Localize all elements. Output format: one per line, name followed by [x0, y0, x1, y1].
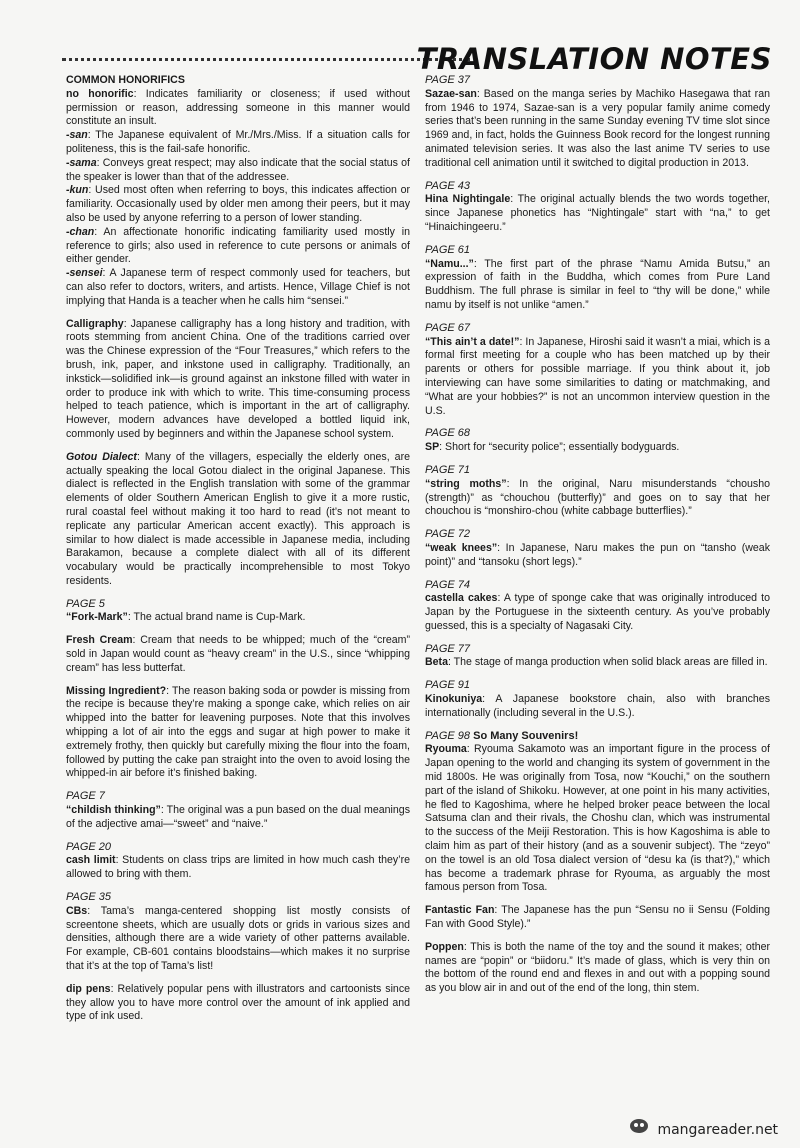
honorific-text: : Indicates familiarity or closeness; if used without permission or reason, addressing someone in this manner would constitute an insult.: [66, 87, 410, 128]
honorific-item: [66, 88, 410, 129]
note-term: Hina Nightingale: [425, 193, 511, 206]
note-body: [66, 685, 410, 782]
note-block: [425, 322, 770, 419]
honorific-term: -sama: [66, 156, 97, 169]
note-text: : This is both the name of the toy and the sound it makes; other names are “popin” or “biidoru.” It’s made of glass, which is very thin on the bottom of the round end and flexes in and out with a popping sound as you blow air in and out of the end of the long, thin stem.: [425, 940, 770, 995]
note-body: [425, 88, 770, 171]
note-body: [425, 904, 770, 932]
note-text: : The first part of the phrase “Namu Amida Butsu,” an expression of faith in the Buddha, which comes from Pure Land Buddhism. The full phrase is similar in feel to “thy will be done,” while namu by itself is not unlike “amen.”: [425, 257, 770, 311]
note-body: [425, 336, 770, 419]
page-title: TRANSLATION NOTES: [416, 42, 772, 76]
note-term: castella cakes: [425, 592, 498, 605]
left-column: [66, 74, 410, 1033]
honorific-text: : A Japanese term of respect commonly used for teachers, but can also refer to doctors, writers, and artists. Hence, Village Chief is not implying that Handa is a teacher when he calls him “sensei.”: [66, 267, 410, 307]
note-text: : In Japanese, Naru makes the pun on “tansho (weak point)” and “tansoku (short legs).”: [425, 541, 770, 568]
note-block: [425, 904, 770, 932]
note-term: Sazae-san: [425, 87, 477, 100]
mascot-icon: [625, 1116, 653, 1138]
note-term: Kinokuniya: [425, 693, 483, 706]
note-term: “childish thinking”: [66, 804, 161, 817]
note-term: SP: [425, 441, 440, 454]
note-term: cash limit: [66, 854, 116, 867]
note-body: [66, 634, 410, 675]
note-text: : Many of the villagers, especially the elderly ones, are actually speaking the local Gotou dialect in the original Japanese. This dialect is reflected in the English translation with some of the grammar elements of older Southern American English to give it a more rustic, rural coastal feel without making it too hard to read (it’s not meant to replicate any particular American accent exactly). This approach is similar to how dialect is made accessible in Japanese media, including Barakamon, because a complete dialect with all of its different vocabulary would be practically incomprehensible to most Tokyo residents.: [66, 450, 410, 587]
note-body: [425, 193, 770, 234]
note-block: [66, 790, 410, 831]
note-term: Fantastic Fan: [425, 904, 495, 917]
page-label: PAGE 74: [425, 578, 471, 591]
page-label: PAGE 7: [66, 790, 105, 803]
note-block: [66, 841, 410, 882]
note-term: “string moths”: [425, 477, 507, 490]
page-label: PAGE 5: [66, 597, 105, 610]
note-text: : The original actually blends the two words together, since Japanese phonetics has “Nightingale” start with “na,” to get “Hinaichingeeru.”: [425, 193, 770, 233]
note-block: [66, 318, 410, 442]
note-body: [425, 478, 770, 519]
note-term: “Fork-Mark”: [66, 611, 128, 624]
page-label: PAGE 35: [66, 891, 112, 904]
note-block: [66, 983, 410, 1024]
honorific-term: -kun: [66, 184, 89, 197]
honorifics-heading: COMMON HONORIFICS: [66, 74, 185, 86]
honorific-item: [66, 226, 410, 267]
note-text: : Short for “security police”; essentially bodyguards.: [439, 441, 680, 454]
note-block: [425, 74, 770, 171]
note-term: Missing Ingredient?: [66, 684, 167, 697]
honorific-item: [66, 184, 410, 225]
note-term: “Namu...”: [425, 257, 474, 270]
note-term: “weak knees”: [425, 541, 498, 554]
note-body: [66, 804, 410, 832]
honorific-item: [66, 157, 410, 185]
page-label: PAGE 67: [425, 321, 471, 334]
note-body: [425, 258, 770, 313]
note-block: [425, 180, 770, 235]
dotted-rule: [62, 58, 470, 61]
note-text: : Japanese calligraphy has a long history and tradition, with roots stemming from ancient China. One of the traditions carried over was the Chinese expression of the “Four Treasures,” which refers to the brush, ink, paper, and inkstone used in calligraphy. Traditionally, an inkstick—solidified ink—is ground against an inkstone filled with water in order to produce ink with which to write. This time-consuming process helped to teach patience, which is important in the art of calligraphy. However, modern advances have developed a bottled liquid ink, commonly used by beginners and within the Japanese school system.: [66, 317, 410, 440]
honorifics-section: [66, 74, 410, 309]
page-label: PAGE 91: [425, 679, 471, 692]
note-body: [66, 611, 410, 625]
note-term: Fresh Cream: [66, 634, 133, 647]
note-text: : The actual brand name is Cup-Mark.: [127, 611, 306, 624]
note-block: [425, 730, 770, 896]
page-label: PAGE 61: [425, 243, 471, 256]
note-body: [425, 441, 770, 455]
page-number: PAGE 98: [425, 729, 471, 742]
honorific-term: no honorific: [66, 87, 134, 100]
honorific-text: : The Japanese equivalent of Mr./Mrs./Miss. If a situation calls for politeness, this is the fail-safe honorific.: [66, 129, 410, 155]
note-body: [66, 451, 410, 589]
note-text: : Students on class trips are limited in how much cash they’re allowed to bring with them.: [66, 854, 410, 881]
note-body: [425, 693, 770, 721]
honorific-term: -san: [66, 129, 88, 142]
note-body: [66, 318, 410, 442]
note-term: Gotou Dialect: [66, 450, 137, 463]
honorific-text: : An affectionate honorific indicating familiarity used mostly in reference to girls; also used in reference to cute persons or animals of either gender.: [66, 225, 410, 266]
note-text: : In the original, Naru misunderstands “chousho (strength)” as “chouchou (butterfly)” and goes on to say that her chouchou is “monshiro-chou (white cabbage butterflies).”: [425, 477, 770, 518]
note-block: [66, 685, 410, 782]
note-text: : The original was a pun based on the dual meanings of the adjective amai—“sweet” and “naive.”: [66, 804, 410, 830]
page-label: [425, 730, 770, 744]
note-text: : Cream that needs to be whipped; much of the “cream” sold in Japan would count as “heavy cream” in the U.S., since “whipping cream” has less butterfat.: [66, 634, 410, 674]
note-block: [425, 679, 770, 720]
honorific-item: [66, 267, 410, 308]
note-body: [425, 592, 770, 633]
honorific-text: : Conveys great respect; may also indicate that the social status of the speaker is lower than that of the addressee.: [66, 156, 410, 183]
honorific-text: : Used most often when referring to boys, this indicates affection or familiarity. Occasionally used by older men among their peers, but it may also be used by anyone referring to a person of lower standing.: [66, 184, 410, 224]
note-body: [425, 542, 770, 570]
note-block: [425, 427, 770, 455]
note-term: dip pens: [66, 982, 111, 995]
note-block: [66, 451, 410, 589]
note-term: Poppen: [425, 940, 464, 953]
note-text: : In Japanese, Hiroshi said it wasn’t a miai, which is a formal first meeting for a couple who has been matched up by their parents or others for possible marriage. If you think about it, job interviewing can have some similarities to dating or matchmaking, and “What are your hobbies?” is not an uncommon interview question in the U.S.: [425, 335, 770, 417]
note-block: [66, 891, 410, 974]
note-body: [425, 656, 770, 670]
note-term: Ryouma: [425, 743, 467, 756]
note-text: : The reason baking soda or powder is missing from the recipe is because they’re making a sponge cake, which relies on air whipped into the batter for leavening purposes. Note that this involves whipping a lot of air into the eggs and sugar at high power to make it extremely frothy, then quickly but carefully mixing the flour into the foam, followed by putting the cake pan straight into the oven to avoid losing the whipped-in air before it’s finished baking.: [66, 684, 410, 780]
note-block: [425, 528, 770, 569]
right-column: [425, 74, 770, 1005]
note-body: [66, 905, 410, 974]
note-body: [425, 941, 770, 996]
note-block: [66, 598, 410, 626]
watermark-text: mangareader.net: [657, 1122, 779, 1138]
note-text: : Based on the manga series by Machiko Hasegawa that ran from 1946 to 1974, Sazae-san is a very popular family anime comedy series that’s been running in the same Sunday evening TV time slot since 1969 and, in fact, holds the Guinness Book record for the longest running animated television series. It was also the last anime TV series to use traditional cell animation until it switched to digital production in 2013.: [425, 87, 770, 169]
page-label: PAGE 43: [425, 179, 471, 192]
note-block: [425, 941, 770, 996]
honorific-term: -chan: [66, 225, 95, 238]
page-label: PAGE 37: [425, 74, 471, 86]
note-body: [66, 854, 410, 882]
page-label: PAGE 72: [425, 528, 471, 541]
note-block: [425, 643, 770, 671]
note-term: CBs: [66, 904, 88, 917]
honorific-item: [66, 129, 410, 157]
note-text: : A Japanese bookstore chain, also with branches internationally (including several in the U.S.).: [425, 693, 770, 719]
page-label: PAGE 68: [425, 427, 471, 440]
note-term: Calligraphy: [66, 317, 124, 330]
note-term: “This ain’t a date!”: [425, 335, 520, 348]
page-label: PAGE 20: [66, 840, 112, 853]
note-text: : The Japanese has the pun “Sensu no ii Sensu (Folding Fan with Good Style).”: [425, 904, 770, 931]
section-subtitle: So Many Souvenirs!: [473, 729, 579, 742]
note-block: [425, 579, 770, 634]
note-text: : A type of sponge cake that was originally introduced to Japan by the Portuguese in the sixteenth century. As you’ve probably guessed, this is a specialty of Nagasaki City.: [425, 592, 771, 632]
honorific-term: -sensei: [66, 267, 103, 280]
note-block: [425, 464, 770, 519]
note-body: [425, 743, 770, 895]
note-text: : The stage of manga production when solid black areas are filled in.: [447, 656, 768, 669]
note-text: : Ryouma Sakamoto was an important figure in the process of Japan opening to the world and changing its system of government in the mid 1800s. He was originally from Tosa, now “Kouchi,” on the southern part of the island of Shikoku. However, at one point in his many activities, he fled to Kagoshima, where he helped broker peace between the local Satsuma clan and their rivals, the Choshu clan, which was instrumental to the success of the Meiji Restoration. This is how Kagoshima is able to claim him as part of their history (and as a souvenir subject). The “zeyo” on the towel is an old Tosa dialect version of “desu ka (is that?),” which has become a trademark phrase for Ryouma, as arguably the most famous person from Tosa.: [425, 743, 770, 894]
note-body: [66, 983, 410, 1024]
note-text: : Tama’s manga-centered shopping list mostly consists of screentone sheets, which are usually dots or grids in various sizes and densities, although there are a wide variety of other patterns available. For example, CB-601 contains bloodstains—which makes it no surprise that it’s at the top of Tama’s list!: [66, 904, 410, 973]
note-term: Beta: [425, 656, 448, 669]
watermark[interactable]: [625, 1116, 778, 1138]
note-block: [425, 244, 770, 313]
note-block: [66, 634, 410, 675]
note-text: : Relatively popular pens with illustrators and cartoonists since they allow you to have more control over the amount of ink applied and type of ink used.: [66, 982, 411, 1023]
page-label: PAGE 71: [425, 463, 471, 476]
page-label: PAGE 77: [425, 642, 471, 655]
